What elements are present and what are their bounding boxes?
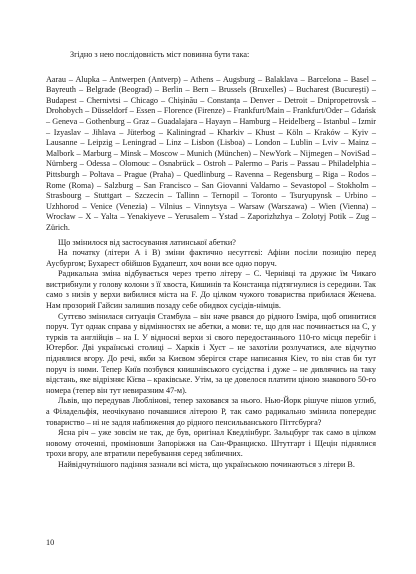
paragraph-5: Львів, що передував Люблінові, тепер заховався за нього. Нью-Йорк рішуче пішов углиб, а Філадельфія, неочікувано почавшися літерою Р, так само радикально змінила попереднє товариство – ні не задля наближення до рідного пенсильванського Піттсбурга? xyxy=(46,396,376,427)
intro-sentence: Згідно з нею послідовність міст повинна бути така: xyxy=(70,50,250,59)
paragraph-4: Суттєво змінилася ситуація Стамбула – він наче рвався до рідного Ізміра, щоб опинитися поруч. Тут однак справа у відмінностях не абетки, а мови: те, що для нас починається на С, у турків та англійців – на І. У відносні верхи зі свого передостаннього 110-го місця перебіг і Ютербог. Дві українські столиці – Харків і Хуст – не захотіли розлучатися, але відчутно піднялися вгору. До речі, якби за Києвом зберігся старе написання Kiev, то він став би тут поруч із ними. Тепер Київ позбувся книшнівського сусідства і дуже – не дивлячись на таку відстань, яке відрізняє Кїєва – краківське. Утім, за це довелося платити ціною знакового 50-го номера (тепер він тут невиразним 47-м). xyxy=(46,311,376,395)
paragraph-2: На початку (літери A і B) зміни фактично несуттєві: Афіни посіли позицію перед Аусбургом; Бухарест обійшов Будапешт, хоч вони все одно поруч. xyxy=(46,248,376,268)
paragraph-1: Що змінилося від застосування латинської абетки? xyxy=(58,237,236,247)
page-number: 10 xyxy=(46,538,55,547)
paragraph-7: Найвідчутнішого падіння зазнали всі міста, що українською починаються з літери В. xyxy=(58,459,355,469)
paragraph-6: Ясна річ – уже зовсім не так, де був, оригінал Кведлінбург. Зальцбург так само в цілком новому оточенні, проміновши Запоріжжя на Сан-Франциско. Штутгарт і Щецін піднялися трохи вгору, але втратили перебування серед зябличних. xyxy=(46,428,376,459)
page-body xyxy=(46,50,376,471)
paragraph-3: Радикальна зміна відбувається через третю літеру – С. Чернівці та дружнє їм Чикаго вистрибнули у голову колони з її хвоста, Кишинів та Констанца підтягнулися із середини. Так само з низів у верхи вибилися міста на F. До цілком чужого товариства прибилася Женева. Нам прозорий Гайсин залишив позаду себе обидвох сусідів-німців. xyxy=(46,269,376,311)
city-list: Aarau – Alupka – Antwerpen (Antverp) – Athens – Augsburg – Balaklava – Barcelona – Basel – Bayreuth – Belgrade (Beograd) – Berlin – Bern – Brussels (Bruxelles) – Bucharest (București) – Budapest – Chernivtsi – Chicago – Chișinău – Constanța – Denver – Detroit – Dnipropetrovsk – Drohobych – Düsseldorf – Essen – Florence (Firenze) – Frankfurt/Main – Frankfurt/Oder – Gdańsk – Geneva – Gothenburg – Graz – Guadalajara – Hayayn – Hamburg – Heidelberg – Istanbul – Izmir – Izyaslav – Jihlava – Jüterbog – Kaliningrad – Kharkiv – Khust – Köln – Kraków – Kyiv – Lausanne – Leipzig – Leningrad – Linz – Lisbon (Lisboa) – London – Lublin – Lviv – Mainz – Malbork – Marburg – Minsk – Moscow – Munich (München) – NewYork – Nijmegen – NoviSad – Nürnberg – Odessa – Olomouc – Osnabrück – Ostroh – Palermo – Paris – Passau – Philadelphia – Pittsburgh – Poltava – Prague (Praha) – Quedlinburg – Ravenna – Regensburg – Riga – Rodos – Rome (Roma) – Salzburg – San Francisco – San Giovanni Valdarno – Sevastopol – Stokholm – Strasbourg – Stuttgart – Szczecin – Tallinn – Ternopil – Toronto – Tsuryupynsk – Urbino – Uzhhorod – Venice (Venezia) – Vilnius – Vinnytsya – Warsaw (Warszawa) – Wien (Vienna) – Wrocław – X – Yalta – Yenakiyeve – Yerusalem – Ystad – Zaporizhzhya – Zolotyj Potik – Zug – Zürich. xyxy=(46,74,376,232)
